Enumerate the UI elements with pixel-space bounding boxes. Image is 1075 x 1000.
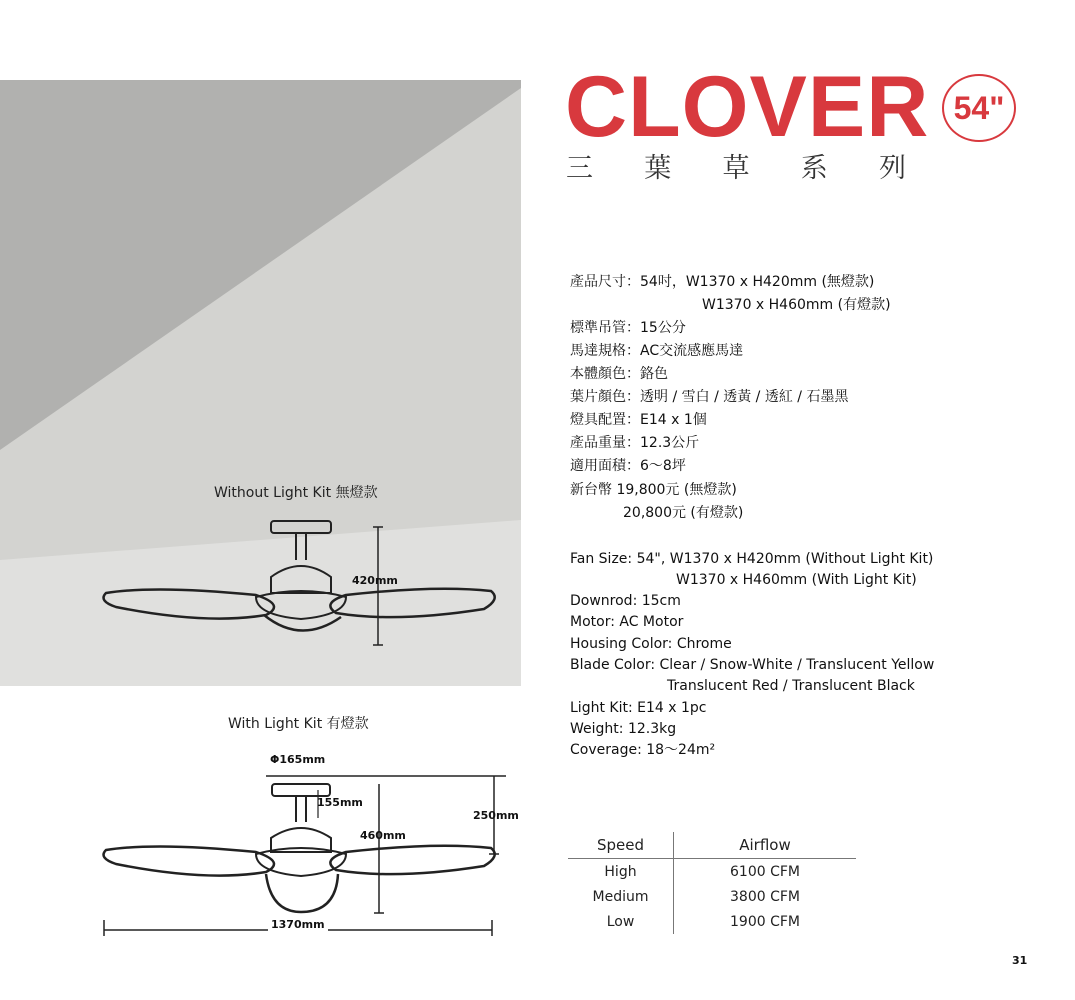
series-name (566, 146, 906, 185)
diagram-label-with-light: With Light Kit 有燈款 (228, 716, 369, 732)
spec-zh-size: 產品尺寸：54吋，W1370 x H420mm (無燈款) (570, 274, 875, 290)
dim-ceiling-clearance: 250mm (473, 809, 519, 822)
series-char: 三 (566, 153, 593, 184)
dim-height-without-light: 420mm (352, 574, 398, 587)
spec-zh-housing: 本體顏色：鉻色 (570, 366, 668, 382)
dim-blade-span: 1370mm (268, 918, 328, 931)
spec-zh-weight: 產品重量：12.3公斤 (570, 435, 700, 451)
spec-zh-price-light: 20,800元 (有燈款) (623, 505, 744, 521)
airflow-cell: 1900 CFM (730, 913, 800, 930)
dim-downrod-length: 155mm (317, 796, 363, 809)
page-number: 31 (1012, 954, 1028, 967)
spec-zh-coverage: 適用面積：6～8坪 (570, 458, 686, 474)
table-header (568, 832, 856, 859)
spec-zh-downrod: 標準吊管：15公分 (570, 320, 686, 336)
header-airflow: Airflow (739, 836, 791, 854)
spec-en-coverage: Coverage: 18～24m² (570, 742, 716, 758)
diagram-label-without-light: Without Light Kit 無燈款 (214, 485, 378, 501)
fan-diagram-without-light (96, 515, 506, 655)
speed-cell: Medium (568, 884, 674, 909)
header-speed: Speed (568, 832, 674, 858)
spec-en-weight: Weight: 12.3kg (570, 721, 677, 737)
speed-cell: Low (568, 909, 674, 934)
table-row (568, 909, 856, 934)
fan-diagram-with-light (96, 770, 526, 940)
series-char: 草 (722, 153, 750, 184)
spec-zh-light: 燈具配置：E14 x 1個 (570, 412, 707, 428)
series-char: 葉 (644, 153, 672, 184)
series-char: 列 (879, 153, 906, 184)
dim-height-with-light: 460mm (360, 829, 406, 842)
dim-canopy-diameter: Φ165mm (270, 753, 326, 766)
airflow-cell: 3800 CFM (730, 888, 800, 905)
spec-en-blade: Blade Color: Clear / Snow-White / Translucent Yellow (570, 657, 935, 673)
spec-zh-size-light: W1370 x H460mm (有燈款) (702, 297, 891, 313)
spec-en-size: Fan Size: 54", W1370 x H420mm (Without Light Kit) (570, 551, 934, 567)
product-title: CLOVER (565, 59, 930, 155)
spec-en-housing: Housing Color: Chrome (570, 636, 732, 652)
table-row (568, 884, 856, 909)
spec-en-light: Light Kit: E14 x 1pc (570, 700, 707, 716)
airflow-cell: 6100 CFM (730, 863, 800, 880)
spec-en-motor: Motor: AC Motor (570, 614, 684, 630)
size-badge: 54" (942, 74, 1016, 142)
speed-cell: High (568, 859, 674, 884)
series-char: 系 (800, 153, 828, 184)
spec-zh-price: 新台幣 19,800元 (無燈款) (570, 482, 737, 498)
spec-en-downrod: Downrod: 15cm (570, 593, 681, 609)
spec-en-blade-more: Translucent Red / Translucent Black (667, 678, 915, 694)
airflow-table (568, 832, 856, 934)
table-row (568, 859, 856, 884)
spec-zh-blade: 葉片顏色：透明 / 雪白 / 透黃 / 透紅 / 石墨黑 (570, 389, 849, 405)
spec-zh-motor: 馬達規格：AC交流感應馬達 (570, 343, 744, 359)
spec-en-size-light: W1370 x H460mm (With Light Kit) (676, 572, 917, 588)
